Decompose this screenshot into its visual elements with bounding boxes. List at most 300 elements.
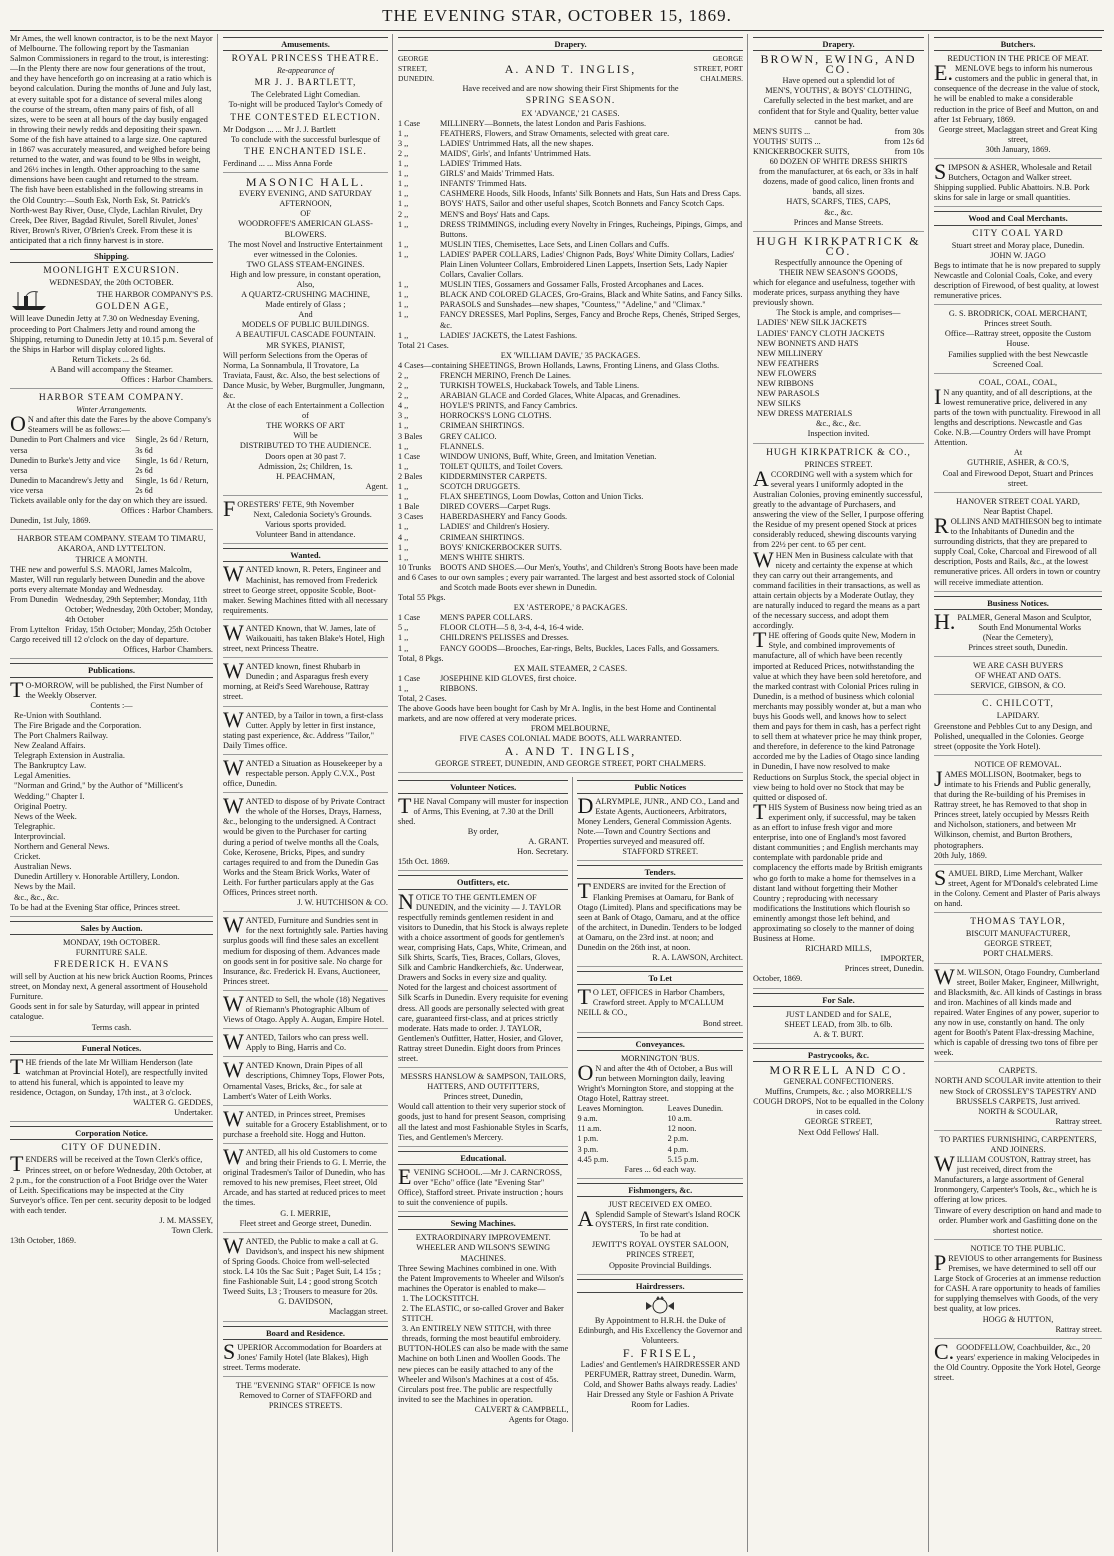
ad-body: will sell by Auction at his new brick Auction Rooms, Princes street, on Monday next, A general assortment of Household Furniture.	[10, 972, 213, 1002]
ad-body: Cargo received till 12 o'clock on the day of departure.	[10, 635, 189, 645]
list-item: NEW PARASOLS	[757, 389, 820, 399]
item: HOYLE'S PRINTS, and Fancy Cambrics.	[440, 401, 578, 411]
stock-list	[753, 318, 924, 419]
table-row	[398, 381, 743, 391]
table-row	[398, 179, 743, 189]
quantity: 1 ,,	[398, 249, 409, 259]
ad-body: Greenstone and Pebbles Cut to any Design, and Polished, unequalled in the Colonies. George street (opposite the York Hotel).	[934, 721, 1093, 751]
quantity: 3 ,,	[398, 138, 409, 148]
table-row	[398, 149, 743, 159]
ad-body: &c., &c., &c.	[816, 419, 861, 429]
time: 4.45 p.m.	[577, 1154, 609, 1164]
quantity: 3 Bales	[398, 431, 423, 441]
ad-title: SPRING SEASON.	[525, 96, 616, 107]
table-row	[577, 1114, 743, 1124]
section-drapery: Drapery.	[398, 37, 743, 51]
table-row	[398, 300, 743, 310]
play-title: THE ENCHANTED ISLE.	[244, 146, 367, 157]
table-row	[398, 644, 743, 654]
list-item: New Zealand Affairs.	[14, 741, 86, 751]
quantity: 1 ,,	[398, 159, 409, 169]
ad-address: Princes street South.	[984, 319, 1052, 329]
performer-name: MR SYKES, PIANIST,	[266, 340, 345, 350]
advertiser-name: JOHN W. JAGO	[990, 250, 1046, 260]
column-3	[398, 34, 748, 1552]
ad-body: TO LET, OFFICES in Harbor Chambers, Crawford street. Apply to M'CALLUM NEILL & CO.,	[577, 984, 725, 1018]
table-row	[398, 462, 743, 472]
column-header: Leaves Mornington.	[577, 1104, 644, 1114]
ad-address: Princes street, Dunedin.	[844, 964, 924, 974]
ad-address: PORT CHALMERS.	[983, 949, 1053, 959]
ad-body: WANTED, in Princes street, Premises suitable for a Grocery Establishment, or to purchase a freehold site. Hogg and Hutton.	[223, 1105, 388, 1139]
item: FLAX SHEETINGS, Loom Dowlas, Cotton and Union Ticks.	[440, 492, 644, 502]
ad-body: WANTED Known, Drain Pipes of all descriptions, Chimney Tops, Flower Pots, Ornamental Vases, Bricks, &c., for sale at Lambert's Water of Leith Works.	[223, 1057, 385, 1101]
list-item: Telegraph Extension in Australia.	[14, 751, 125, 761]
ad-signature: R. A. LAWSON, Architect.	[652, 953, 743, 963]
ad-feature: THE WORKS OF ART	[266, 421, 345, 431]
quantity: 1 ,,	[398, 189, 409, 199]
ad-address: Stuart street and Moray place, Dunedin.	[951, 240, 1085, 250]
list-item: Telegraphic.	[14, 821, 56, 831]
dates: Friday, 15th October; Monday, 25th October	[65, 625, 212, 635]
dates: Wednesday, 29th September; Monday, 11th October; Wednesday, 20th October; Monday, 4th October	[65, 594, 213, 625]
quantity: 1 ,,	[398, 280, 409, 290]
ad-address: Maclaggan street.	[329, 1307, 388, 1317]
item: KIDDERMINSTER CARPETS.	[440, 471, 547, 481]
item: CRIMEAN SHIRTINGS.	[440, 421, 525, 431]
time: 12 noon.	[667, 1124, 697, 1134]
item: MUSLIN TIES, Gossamers and Gossamer Falls, Frosted Arcophanes and Laces.	[440, 280, 704, 290]
ad-feature: THEIR NEW SEASON'S GOODS,	[779, 267, 898, 277]
table-row	[577, 1155, 743, 1165]
item: FRENCH MERINO, French De Laines.	[440, 371, 571, 380]
ad-body: C.GOODFELLOW, Coachbuilder, &c., 20 years' experience in making Velocipedes in the Old Country. Opposite the York Hotel, George street.	[934, 1338, 1101, 1382]
ad-body: ASplendid Sample of Stewart's Island ROCK OYSTERS, In first rate condition.	[577, 1206, 741, 1232]
ad-body: WANTED Known, that W. James, late of Waikouaiti, has taken Blake's Hotel, High street, next Princess Theatre.	[223, 619, 385, 654]
ad-title: MORNINGTON 'BUS.	[621, 1053, 700, 1063]
ad-body: WANTED to dispose of by Private Contract the whole of the Horses, Drays, Harness, &c., belonging to the undersigned. A Contract would be given to the Purchaser for carting during a period of twelve months all the Coals, Coke, Kerosene, Bricks, Pipes, and sundry cartages required to and from the Dunedin Gas Works and the Steam Brick Works, Water of Leith. For further particulars apply at the Gas Offices, Princes street north.	[223, 793, 385, 898]
ad-body: WANTED known, R. Peters, Engineer and Machinist, has removed from Frederick street to George street, opposite Scoble, Boot-maker. Sewing Machines fitted with all necessary requirements.	[223, 561, 388, 615]
ad-body: DALRYMPLE, JUNR., AND CO., Land and Estate Agents, Auctioneers, Arbitrators, Money Lenders, General Commission Agents. Note.—Town and Country Sections and Properties surveyed and measured off.	[577, 792, 740, 847]
table-row	[10, 595, 213, 625]
advertiser-name: A. AND T. INGLIS,	[504, 744, 637, 759]
ad-funeral	[10, 1053, 213, 1123]
cast-line: Ferdinand ... ... Miss Anna Forde	[223, 158, 333, 168]
column-header: Leaves Dunedin.	[667, 1104, 724, 1114]
shipment-total: Total 55 Pkgs.	[398, 593, 446, 603]
ad-body: WANTED to Sell, the whole (18) Negatives of Riemann's Photographic Album of Views of Otago. Apply A. Augan, Empire Hotel.	[223, 990, 386, 1025]
ad-address: Coal and Firewood Depot, Stuart and Princes street.	[942, 468, 1094, 488]
table-row	[398, 189, 743, 199]
ad-samuel-bird	[934, 864, 1102, 913]
table-row	[398, 159, 743, 169]
newspaper-columns	[10, 34, 1106, 1552]
ad-morrell	[753, 1065, 924, 1141]
ad-subtitle: Winter Arrangements.	[76, 405, 147, 415]
ad-date: 13th October, 1869.	[10, 1236, 77, 1246]
ad-sheet-lead	[753, 1010, 924, 1044]
ad-body: ROLLINS AND MATHIESON beg to intimate to the Inhabitants of Dunedin and the surrounding districts, that they are prepared to supply Coal, Coke, Charcoal and Firewood of all description, Posts and Rails, &c., at the lowest remunerative prices. All orders in town or country will receive immediate attention.	[934, 512, 1102, 587]
table-row	[398, 633, 743, 643]
ad-title: MOONLIGHT EXCURSION.	[43, 266, 180, 277]
ad-date: 20th July, 1869.	[934, 850, 987, 860]
table-row	[398, 522, 743, 532]
table-row	[753, 137, 924, 147]
section-tenders: Tenders.	[577, 865, 743, 879]
ad-hanover-coal	[934, 497, 1102, 592]
table-row	[398, 512, 743, 522]
quantity: 2 ,,	[398, 371, 409, 380]
table-row	[398, 411, 743, 421]
ad-signature: NORTH & SCOULAR,	[978, 1106, 1058, 1116]
list-item: Dunedin Artillery v. Honorable Artillery, London.	[14, 872, 180, 882]
ad-body: which for elegance and usefulness, together with moderate prices, surpass anything they have previously shown.	[753, 278, 915, 308]
fare: Single, 2s 6d / Return, 3s 6d	[135, 435, 209, 455]
quantity: 1 ,,	[398, 461, 409, 471]
ad-title: EXTRAORDINARY IMPROVEMENT. WHEELER AND WILSON'S SEWING MACHINES.	[415, 1233, 551, 1263]
ad-title: JUST RECEIVED EX OMEO.	[608, 1199, 712, 1209]
ad-date: MONDAY, 19th OCTOBER.	[62, 937, 161, 947]
ad-body: WILLIAM COUSTON, Rattray street, has just received, direct from the Manufacturers, a large assortment of General Ironmongery, Carpenter's Tools, &c., which he is offering at low prices.	[934, 1151, 1097, 1205]
ad-address: PRINCES STREET.	[804, 459, 873, 469]
item: JOSEPHINE KID GLOVES, first choice.	[440, 673, 577, 683]
ad-body: Inspection invited.	[807, 429, 870, 439]
section-pastrycooks: Pastrycooks, &c.	[753, 1048, 924, 1062]
advertiser-name: HUGH KIRKPATRICK & CO.,	[766, 447, 911, 458]
ad-body: Have received and are now showing their First Shipments for the	[462, 84, 679, 94]
item: FEATHERS, Flowers, and Straw Ornaments, selected with great care.	[440, 128, 670, 138]
ad-signature: HOGG & HUTTON,	[982, 1314, 1054, 1324]
ad-chilcott	[934, 699, 1102, 755]
list-item: News by the Mail.	[14, 882, 76, 892]
table-row	[398, 553, 743, 563]
ad-body: Ladies' and Gentlemen's HAIRDRESSER AND PERFUMER, Rattray street, Dunedin. Warm, Cold, and Shower Baths always ready. Ladies' Hair Dressed any Style or Fashion A Private Room for Ladies.	[580, 1360, 740, 1410]
ad-feature: MEN'S, YOUTHS', & BOYS' CLOTHING,	[765, 86, 912, 96]
table-row	[398, 280, 743, 290]
ad-signature-title: Hon. Secretary.	[517, 847, 569, 857]
quantity: 1 ,,	[398, 683, 409, 693]
section-hairdressers: Hairdressers.	[577, 1279, 743, 1293]
list-item: 1. The LOCKSTITCH.	[402, 1293, 479, 1303]
table-row	[398, 674, 743, 684]
ad-body: Have opened out a splendid lot of	[782, 76, 895, 86]
ad-title: MASONIC HALL.	[245, 175, 366, 190]
table-row	[398, 432, 743, 442]
ad-address: Near Baptist Chapel.	[983, 506, 1053, 516]
ad-signature: H. PEACHMAN,	[276, 471, 335, 481]
ad-title: WE ARE CASH BUYERS	[972, 661, 1064, 671]
ad-signature-title: Town Clerk.	[171, 1226, 213, 1236]
table-row	[753, 147, 924, 157]
ad-body: Families supplied with the best Newcastle Screened Coal.	[948, 349, 1088, 369]
ad-body: The most Novel and Instructive Entertainment ever witnessed in the Colonies.	[228, 239, 383, 259]
ad-royal-princess-theatre	[223, 54, 388, 173]
ad-title: H.PALMER, General Mason and Sculptor,	[934, 608, 1092, 634]
advertiser-name: MORRELL AND CO.	[769, 1063, 908, 1077]
ad-date: 30th January, 1869.	[985, 144, 1051, 154]
ad-body: THE "EVENING STAR" OFFICE Is now Removed to Corner of STAFFORD and PRINCES STREETS.	[235, 1380, 376, 1411]
ad-body: Also,	[296, 279, 315, 289]
ad-body: OF	[300, 209, 311, 219]
section-corporation: Corporation Notice.	[10, 1126, 213, 1140]
section-for-sale: For Sale.	[753, 993, 924, 1007]
table-row	[398, 543, 743, 553]
quantity: 1 ,,	[398, 310, 409, 320]
table-row	[398, 240, 743, 250]
list-item: NEW RIBBONS	[757, 379, 814, 388]
ad-address: GEORGE STREET, DUNEDIN, AND GEORGE STREET, PORT CHALMERS.	[435, 758, 706, 768]
ad-feature: 60 DOZEN OF WHITE DRESS SHIRTS	[769, 157, 908, 167]
ad-subtitle: The Celebrated Light Comedian.	[250, 90, 361, 100]
ad-signature: G. DAVIDSON,	[278, 1297, 333, 1307]
item: LADIES' Untrimmed Hats, all the new shapes.	[440, 138, 594, 148]
ad-feature: A QUARTZ-CRUSHING MACHINE,	[241, 290, 370, 300]
ad-star-office	[223, 1381, 388, 1414]
list-item: NEW BONNETS AND HATS	[757, 338, 859, 348]
ad-date: October, 1869.	[753, 974, 803, 984]
time: 5.15 p.m.	[667, 1154, 699, 1164]
quantity: 4 ,,	[398, 401, 409, 411]
time: 4 p.m.	[667, 1144, 689, 1154]
ad-body: Various sports provided.	[265, 520, 346, 530]
shipment-total: Total, 8 Pkgs.	[398, 653, 444, 663]
ad-signature: J. M. MASSEY,	[159, 1216, 213, 1226]
shipment-line: 4 Cases—containing SHEETINGS, Brown Hollands, Lawns, Fronting Linens, and Glass Cloths.	[398, 360, 720, 370]
table-row	[398, 290, 743, 300]
column-4	[573, 777, 743, 1432]
list-item: Re-Union with Southland.	[14, 710, 102, 720]
ad-richard-mills	[753, 448, 924, 989]
ad-masonic-hall	[223, 177, 388, 496]
ad-body: Next, Caledonia Society's Grounds.	[253, 510, 372, 520]
ad-thomas-taylor	[934, 917, 1102, 963]
shipment-total: Total, 2 Cases.	[398, 694, 447, 703]
ad-body: (Near the Cemetery),	[982, 632, 1054, 642]
ad-mollison	[934, 760, 1102, 865]
item: LADIES' and Children's Hosiery.	[440, 522, 550, 532]
section-butchers: Butchers.	[934, 37, 1102, 51]
bus-timetable	[577, 1104, 743, 1165]
ad-brodrick	[934, 309, 1102, 374]
ad-body: TENDERS are invited for the Erection of Flanking Premises at Oamaru, for Bank of Otago (Limited). Plans and specifications may be seen at Bank of Otago, Oamaru, and at the office of the architect, in Dunedin. Tenders to be lodged at Oamaru, on the 23rd inst. at noon; and Dunedin on the 26th inst, at noon.	[577, 878, 742, 952]
ad-inglis	[398, 54, 743, 773]
quantity: 1 ,,	[398, 300, 409, 310]
cast-line: Mr Dodgson ... ... Mr J. J. Bartlett	[223, 124, 336, 134]
quantity: 1 Case	[398, 613, 421, 623]
ad-body: &c., &c.	[824, 207, 853, 217]
ad-signature: A. GRANT.	[528, 837, 569, 847]
ad-title: COAL, COAL, COAL,	[978, 377, 1058, 387]
shipment-table-davie	[398, 371, 743, 563]
item: CHILDREN'S PELISSES and Dresses.	[440, 633, 569, 643]
ad-body: THE offering of Goods quite New, Modern in Style, and combined improvements of manufacture, all of which have been recently imported at Reduced Prices, notwithstanding the value at which they have been sold heretofore, and the marked contrast with Colonial Prices ruling in Dunedin, is a method of business which colonial merchants may possibly wonder at, but a man who buys his Goods well, and knows how to select them and pays for them in cash, has a perfect right to sell them at whatever price he may think proper, and therefore, in deference to the kind Patronage accorded me by the Ladies of Otago since landing in Dunedin, I have now resolved to make Reductions on Surplus Stock, the special object in view being to hold over no Stock that may be quitted or disposed of.	[753, 627, 922, 802]
quantity: 2 Bales	[398, 471, 423, 481]
quantity: 1 ,,	[398, 219, 409, 229]
ad-body: WM. WILSON, Otago Foundry, Cumberland street, Boiler Maker, Engineer, Millwright, and Blacksmith, &c. All kinds of Castings in brass and iron. Machines of all kinds made and repaired. Water Engines of any power, superior to any now in use, constantly on hand. The only agent for Booth's Patent Flax-dressing Machine, which is capable of dressing two tons of fibre per week.	[934, 963, 1102, 1058]
item: MEN'S SUITS ...	[753, 126, 811, 136]
fare: Single, 1s 6d / Return, 2s 6d	[135, 455, 209, 475]
ad-body: TO-MORROW, will be published, the First Number of the Weekly Observer.	[10, 676, 203, 702]
ad-timaru-steam	[10, 534, 213, 659]
ad-palmer	[934, 608, 1102, 657]
shipment-heading: EX 'ASTEROPE,' 8 PACKAGES.	[513, 603, 628, 613]
table-row	[398, 310, 743, 330]
list-item: Australian News.	[14, 862, 72, 872]
quantity: 1 ,,	[398, 421, 409, 431]
steamer-name: GOLDEN AGE,	[95, 302, 170, 313]
quantity: 1 ,,	[398, 169, 409, 179]
royal-crest-icon	[640, 1296, 680, 1314]
table-row	[398, 331, 743, 341]
ad-body: The above Goods have been bought for Cash by Mr A. Inglis, in the best Home and Continental markets, and are now offered at very moderate prices.	[398, 704, 717, 724]
item: HORROCKS'S LONG CLOTHS.	[440, 411, 552, 421]
item: BOYS' KNICKERBOCKER SUITS.	[440, 542, 562, 552]
ad-naval-company	[398, 792, 569, 872]
item: GREY CALICO.	[440, 431, 497, 441]
ad-address: George street, Maclaggan street and Great King street,	[938, 124, 1098, 144]
section-volunteer: Volunteer Notices.	[398, 780, 568, 794]
ad-body: To be had at the Evening Star office, Princes street.	[10, 902, 180, 912]
ad-address: Rattray street.	[1055, 1324, 1102, 1334]
ad-title: MESSRS HANSLOW & SAMPSON, TAILORS, HATTERS, AND OUTFITTERS,	[400, 1072, 566, 1092]
port: From Dunedin	[10, 594, 58, 604]
ad-wanted	[223, 912, 388, 991]
ad-body: The Stock is ample, and comprises—	[776, 308, 901, 318]
section-wanted: Wanted.	[223, 548, 388, 562]
ad-body: Will leave Dunedin Jetty at 7.30 on Wednesday Evening, proceeding to Port Chalmers Jetty and round among the Shipping, returning to Dunedin Jetty at 10.15 p.m. Several of the Ships in Harbor will display colored lights.	[10, 314, 214, 354]
ad-subtitle: Re-appearance of	[276, 66, 335, 76]
quantity: 2 ,,	[398, 209, 409, 219]
ad-body: WANTED, all his old Customers to come and bring their Friends to G. I. Merrie, the original Tradesmen's Tailor of Dunedin, who has removed to his new premises, Fleet street, Old Arcade, and has started at reduced prices to meet the times.	[223, 1144, 387, 1208]
list-item: LADIES' FANCY CLOTH JACKETS	[757, 328, 885, 338]
ad-body: South End Monumental Works	[978, 622, 1082, 632]
item: TURKISH TOWELS, Huckaback Towels, and Table Linens.	[440, 381, 640, 391]
column-3-split	[398, 777, 743, 1432]
column-6	[934, 34, 1106, 1552]
time: 1 p.m.	[577, 1134, 599, 1144]
ad-body: ON and after the 4th of October, a Bus will run between Mornington daily, leaving Wright's Mornington Store, and stopping at the Otago Hotel, Rattray street.	[577, 1059, 734, 1104]
quantity: 1 ,,	[398, 239, 409, 249]
item: BOYS' HATS, Sailor and other useful shapes, Scotch Bonnets and Fancy Scotch Caps.	[440, 199, 725, 209]
ad-mornington-bus	[577, 1054, 743, 1179]
item: ARABIAN GLACE and Corded Glaces, White Alpacas, and Grenadines.	[440, 391, 681, 401]
item: FLOOR CLOTH—5 8, 3-4, 4-4, 16-4 wide.	[440, 623, 584, 633]
ad-body: Will be	[293, 431, 318, 441]
ad-body: And	[298, 310, 313, 320]
contents-list	[10, 711, 213, 903]
play-title: THE CONTESTED ELECTION.	[230, 112, 381, 123]
ad-body: ACCORDING well with a system which for several years I uniformly adopted in the Australian Colonies, proving eminently successful, greatly to the advantage of Purchasers, and answering the view of the Seller, I purpose offering the Residue of my present opened Stock at prices considerably reduced, shewing discounts varying from 22½ per cent. to 65 per cent.	[753, 465, 924, 550]
ad-body: Tickets available only for the day on which they are issued.	[10, 496, 208, 506]
quantity: 1 ,,	[398, 290, 409, 300]
quantity: 10 Trunks and 6 Cases	[398, 562, 438, 582]
quantity: 3 Cases	[398, 512, 424, 522]
table-row	[577, 1124, 743, 1134]
ad-signature: CALVERT & CAMPBELL,	[474, 1404, 569, 1414]
ad-date: WEDNESDAY, the 20th OCTOBER.	[49, 278, 174, 288]
ad-body: By Appointment to H.R.H. the Duke of Edinburgh, and His Excellency the Governor and Volunteers.	[578, 1315, 743, 1345]
item: MEN'S PAPER COLLARS.	[440, 613, 533, 623]
ad-body: Goods sent in for sale by Saturday, will appear in printed catalogue.	[10, 1002, 200, 1022]
ad-feature: A BEAUTIFUL CASCADE FOUNTAIN.	[235, 330, 376, 340]
price: from 10s	[894, 146, 924, 156]
section-publications: Publications.	[10, 663, 213, 677]
table-row	[577, 1145, 743, 1155]
ad-body: JAMES MOLLISON, Bootmaker, begs to intimate to his Friends and Public generally, that during the Re-building of his Premises in Rattray street, he has Removed to that shop in Princes street, lately occupied by Messrs Reith and Nicholson, stationers, and between Mr Wilkinson, chemist, and Burton Brothers, photographers.	[934, 765, 1091, 850]
table-row	[10, 476, 213, 496]
ad-title: WOODROFFE'S AMERICAN GLASS-BLOWERS.	[238, 219, 373, 239]
ad-body: WANTED, the Public to make a call at G. Davidson's, and inspect his new shipment of Spring Goods. Choice from well-selected stock. L4 10s the Sac Suit ; Paget Suit, L4 15s ; fine Fashionable Suit, L4 ; good strong Scotch Tweed Suits, L3 ; Trousers to measure for 20s.	[223, 1232, 385, 1297]
table-row	[398, 220, 743, 240]
section-outfitters: Outfitters, etc.	[398, 875, 568, 889]
item: BOOTS AND SHOES.—Our Men's, Youths', and Children's Strong Boots have been made to our own samples ; every pair warranted. The largest and best assorted stock of Colonial and Scotch made Boots ever shewn in Dunedin.	[440, 562, 739, 592]
table-row	[398, 119, 743, 129]
ad-address: Next Odd Fellows' Hall.	[798, 1127, 879, 1137]
advertiser-name: THOMAS TAYLOR,	[970, 917, 1066, 928]
list-item: The Fire Brigade and the Corporation.	[14, 720, 142, 730]
ad-wanted	[223, 561, 388, 619]
ad-address: GEORGE STREET,	[804, 1117, 873, 1127]
route: Dunedin to Macandrew's Jetty and vice versa	[10, 475, 124, 495]
ad-goodfellow	[934, 1338, 1102, 1386]
ad-body: WANTED a Situation as Housekeeper by a respectable person. Apply C.V.X., Post office, Dunedin.	[223, 754, 383, 789]
ad-cash-buyers	[934, 661, 1102, 695]
ad-wanted	[223, 1232, 388, 1322]
ad-body: PREVIOUS to other arrangements for Business Premises, we have determined to sell off our Large Stock of Groceries at an immense reduction for CASH. A rare opportunity to heads of families for supplying themselves with Goods, of the very best quality, at low prices.	[934, 1249, 1102, 1314]
ad-body: NOTICE TO THE GENTLEMEN OF DUNEDIN, and the vicinity — J. TAYLOR respectfully reminds gentlemen resident in and visitors to Dunedin, that his Stock is always replete with a choice assortment of goods for gentlemen's wear, comprising Hats, Caps, White, Crimean, and Silk Shirts, Scarfs, Ties, Braces, Collars, Gloves, Silk and Cambric Handkerchiefs, &c. Underwear, Drawers and Socks in every size and quality. Noted for the largest and choicest assortment of Silk Scarfs in Dunedin. Every requisite for evening dress. All goods are personally selected with great care, guaranteed first-class, and at prices strictly moderate. Hats made to order. J. TAYLOR, Gentlemen's Outfitter, Hatter, Hosier, and Glover, Rattray street Dunedin. Eight doors from Princes street.	[398, 888, 569, 1063]
advertiser-name: BROWN, EWING, AND CO.	[760, 52, 917, 77]
ad-title: FORESTERS' FETE, 9th November	[223, 495, 354, 521]
ad-terms: Terms cash.	[91, 1022, 132, 1032]
quantity: 1 ,,	[398, 179, 409, 189]
table-row	[577, 1134, 743, 1144]
advertiser-name: HUGH KIRKPATRICK & CO.	[756, 233, 921, 258]
ad-body: WANTED, by a Tailor in town, a first-class Cutter. Apply by letter in first instance, stating past experience, &c. Address "Tailor," Daily Times office.	[223, 706, 384, 750]
ad-address: Bond street.	[702, 1018, 743, 1028]
ad-signature: Offices, Harbor Chambers.	[123, 645, 213, 655]
price: from 30s	[894, 126, 924, 136]
item: SCOTCH DRUGGETS.	[440, 482, 521, 492]
column-3a	[398, 777, 573, 1432]
quantity: 5 ,,	[398, 623, 409, 633]
list-item: NEW FLOWERS	[757, 368, 817, 378]
section-wood-coal: Wood and Coal Merchants.	[934, 211, 1102, 225]
ad-title: JUST LANDED and for SALE,	[785, 1009, 892, 1019]
ad-body: At the close of each Entertainment a Collection of	[226, 401, 385, 421]
ad-body: Volunteer Band in attendance.	[255, 530, 356, 540]
ad-body: At	[1013, 448, 1023, 458]
ad-signature-title: Agent.	[365, 481, 388, 491]
company-name: THE HARBOR COMPANY'S P.S.	[96, 290, 213, 300]
time: 10 a.m.	[667, 1114, 692, 1124]
item: RIBBONS.	[440, 683, 478, 693]
list-item: 2. The ELASTIC, or so-called Grover and Baker STITCH.	[402, 1303, 564, 1324]
list-item: "Norman and Grind," by the Author of "Millicent's Wedding." Chapter I.	[14, 781, 183, 801]
item: BLACK AND COLORED GLACES, Gro-Grains, Black and White Satins, and Fancy Silks.	[440, 290, 743, 300]
table-row	[398, 452, 743, 462]
shipment-heading: EX 'WILLIAM DAVIE,' 35 PACKAGES.	[500, 350, 641, 360]
ad-body: OF WHEAT AND OATS.	[975, 671, 1061, 681]
quantity: 1 Case	[398, 673, 421, 683]
section-business: Business Notices.	[934, 596, 1102, 610]
advertiser-name: G. S. BRODRICK, COAL MERCHANT,	[948, 309, 1088, 319]
section-auctions: Sales by Auction.	[10, 921, 213, 935]
ad-body: WANTED, Tailors who can press well. Apply to Bing, Harris and Co.	[223, 1029, 369, 1055]
ad-wanted	[223, 990, 388, 1029]
section-conveyances: Conveyances.	[577, 1037, 743, 1051]
list-item: 3. An ENTIRELY NEW STITCH, with three threads, forming the most beautiful embroidery.	[402, 1324, 561, 1344]
table-row	[398, 401, 743, 411]
